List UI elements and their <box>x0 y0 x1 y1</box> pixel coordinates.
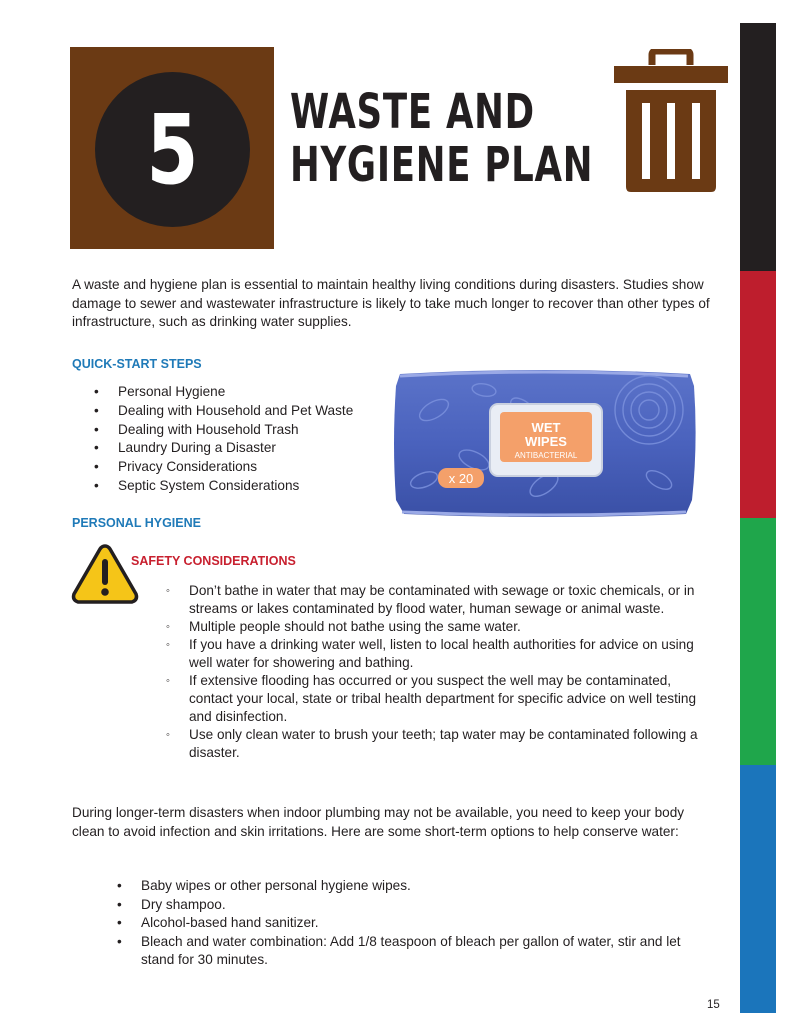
page-title <box>290 84 594 193</box>
wipes-count: x 20 <box>448 471 474 486</box>
wet-wipes-image <box>394 370 696 518</box>
list-item: • Privacy Considerations <box>94 458 353 477</box>
list-item: • Dry shampoo. <box>117 896 707 915</box>
page-number: 15 <box>707 999 720 1011</box>
list-item: • Dealing with Household Trash <box>94 421 353 440</box>
list-item: ◦ Multiple people should not bathe using the same water. <box>166 618 706 636</box>
chapter-circle <box>95 72 250 227</box>
wipes-label-antibacterial: ANTIBACTERIAL <box>514 451 578 460</box>
chapter-badge <box>70 47 274 249</box>
quick-start-list <box>94 383 353 496</box>
wipes-label-wet: WET <box>531 420 561 435</box>
list-item: • Dealing with Household and Pet Waste <box>94 402 353 421</box>
personal-hygiene-heading: PERSONAL HYGIENE <box>72 516 201 530</box>
list-item: • Baby wipes or other personal hygiene wipes. <box>117 877 707 896</box>
side-bar-black <box>740 23 776 271</box>
body-paragraph: During longer-term disasters when indoor plumbing may not be available, you need to keep your body clean to avoid infection and skin irritations. Here are some short-term options to help conserve water: <box>72 805 685 839</box>
side-bar-blue <box>740 765 776 1013</box>
page-title-line1: WASTE AND <box>290 84 535 140</box>
warning-icon <box>70 542 140 606</box>
side-bar-green <box>740 518 776 765</box>
list-item: ◦ Don’t bathe in water that may be contaminated with sewage or toxic chemicals, or in streams or lakes contaminated by flood water, human sewage or animal waste. <box>166 582 706 618</box>
list-item: • Septic System Considerations <box>94 477 353 496</box>
chapter-number: 5 <box>146 93 199 206</box>
quick-start-heading: QUICK-START STEPS <box>72 357 202 371</box>
list-item: ◦ If you have a drinking water well, listen to local health authorities for advice on using well water for showering and bathing. <box>166 636 706 672</box>
list-item: • Alcohol-based hand sanitizer. <box>117 914 707 933</box>
trash-can-icon <box>612 49 730 195</box>
list-item: • Bleach and water combination: Add 1/8 teaspoon of bleach per gallon of water, stir and let stand for 30 minutes. <box>117 933 707 970</box>
side-bar-red <box>740 271 776 518</box>
safety-heading: SAFETY CONSIDERATIONS <box>131 554 296 568</box>
water-saving-options-list <box>117 877 707 970</box>
page-title-line2: HYGIENE PLAN <box>290 136 594 193</box>
safety-list <box>166 582 706 762</box>
list-item: • Personal Hygiene <box>94 383 353 402</box>
list-item: • Laundry During a Disaster <box>94 439 353 458</box>
intro-paragraph: A waste and hygiene plan is essential to maintain healthy living conditions during disasters. Studies show damage to sewer and wastewater infrastructure is likely to take much longer to recover than other types of infrastructure, such as drinking water supplies. <box>72 277 710 329</box>
list-item: ◦ If extensive flooding has occurred or you suspect the well may be contaminated, contact your local, state or tribal health department for specific advice on well testing and disinfection. <box>166 672 706 726</box>
list-item: ◦ Use only clean water to brush your teeth; tap water may be contaminated following a disaster. <box>166 726 706 762</box>
wipes-label-wipes: WIPES <box>525 434 567 449</box>
